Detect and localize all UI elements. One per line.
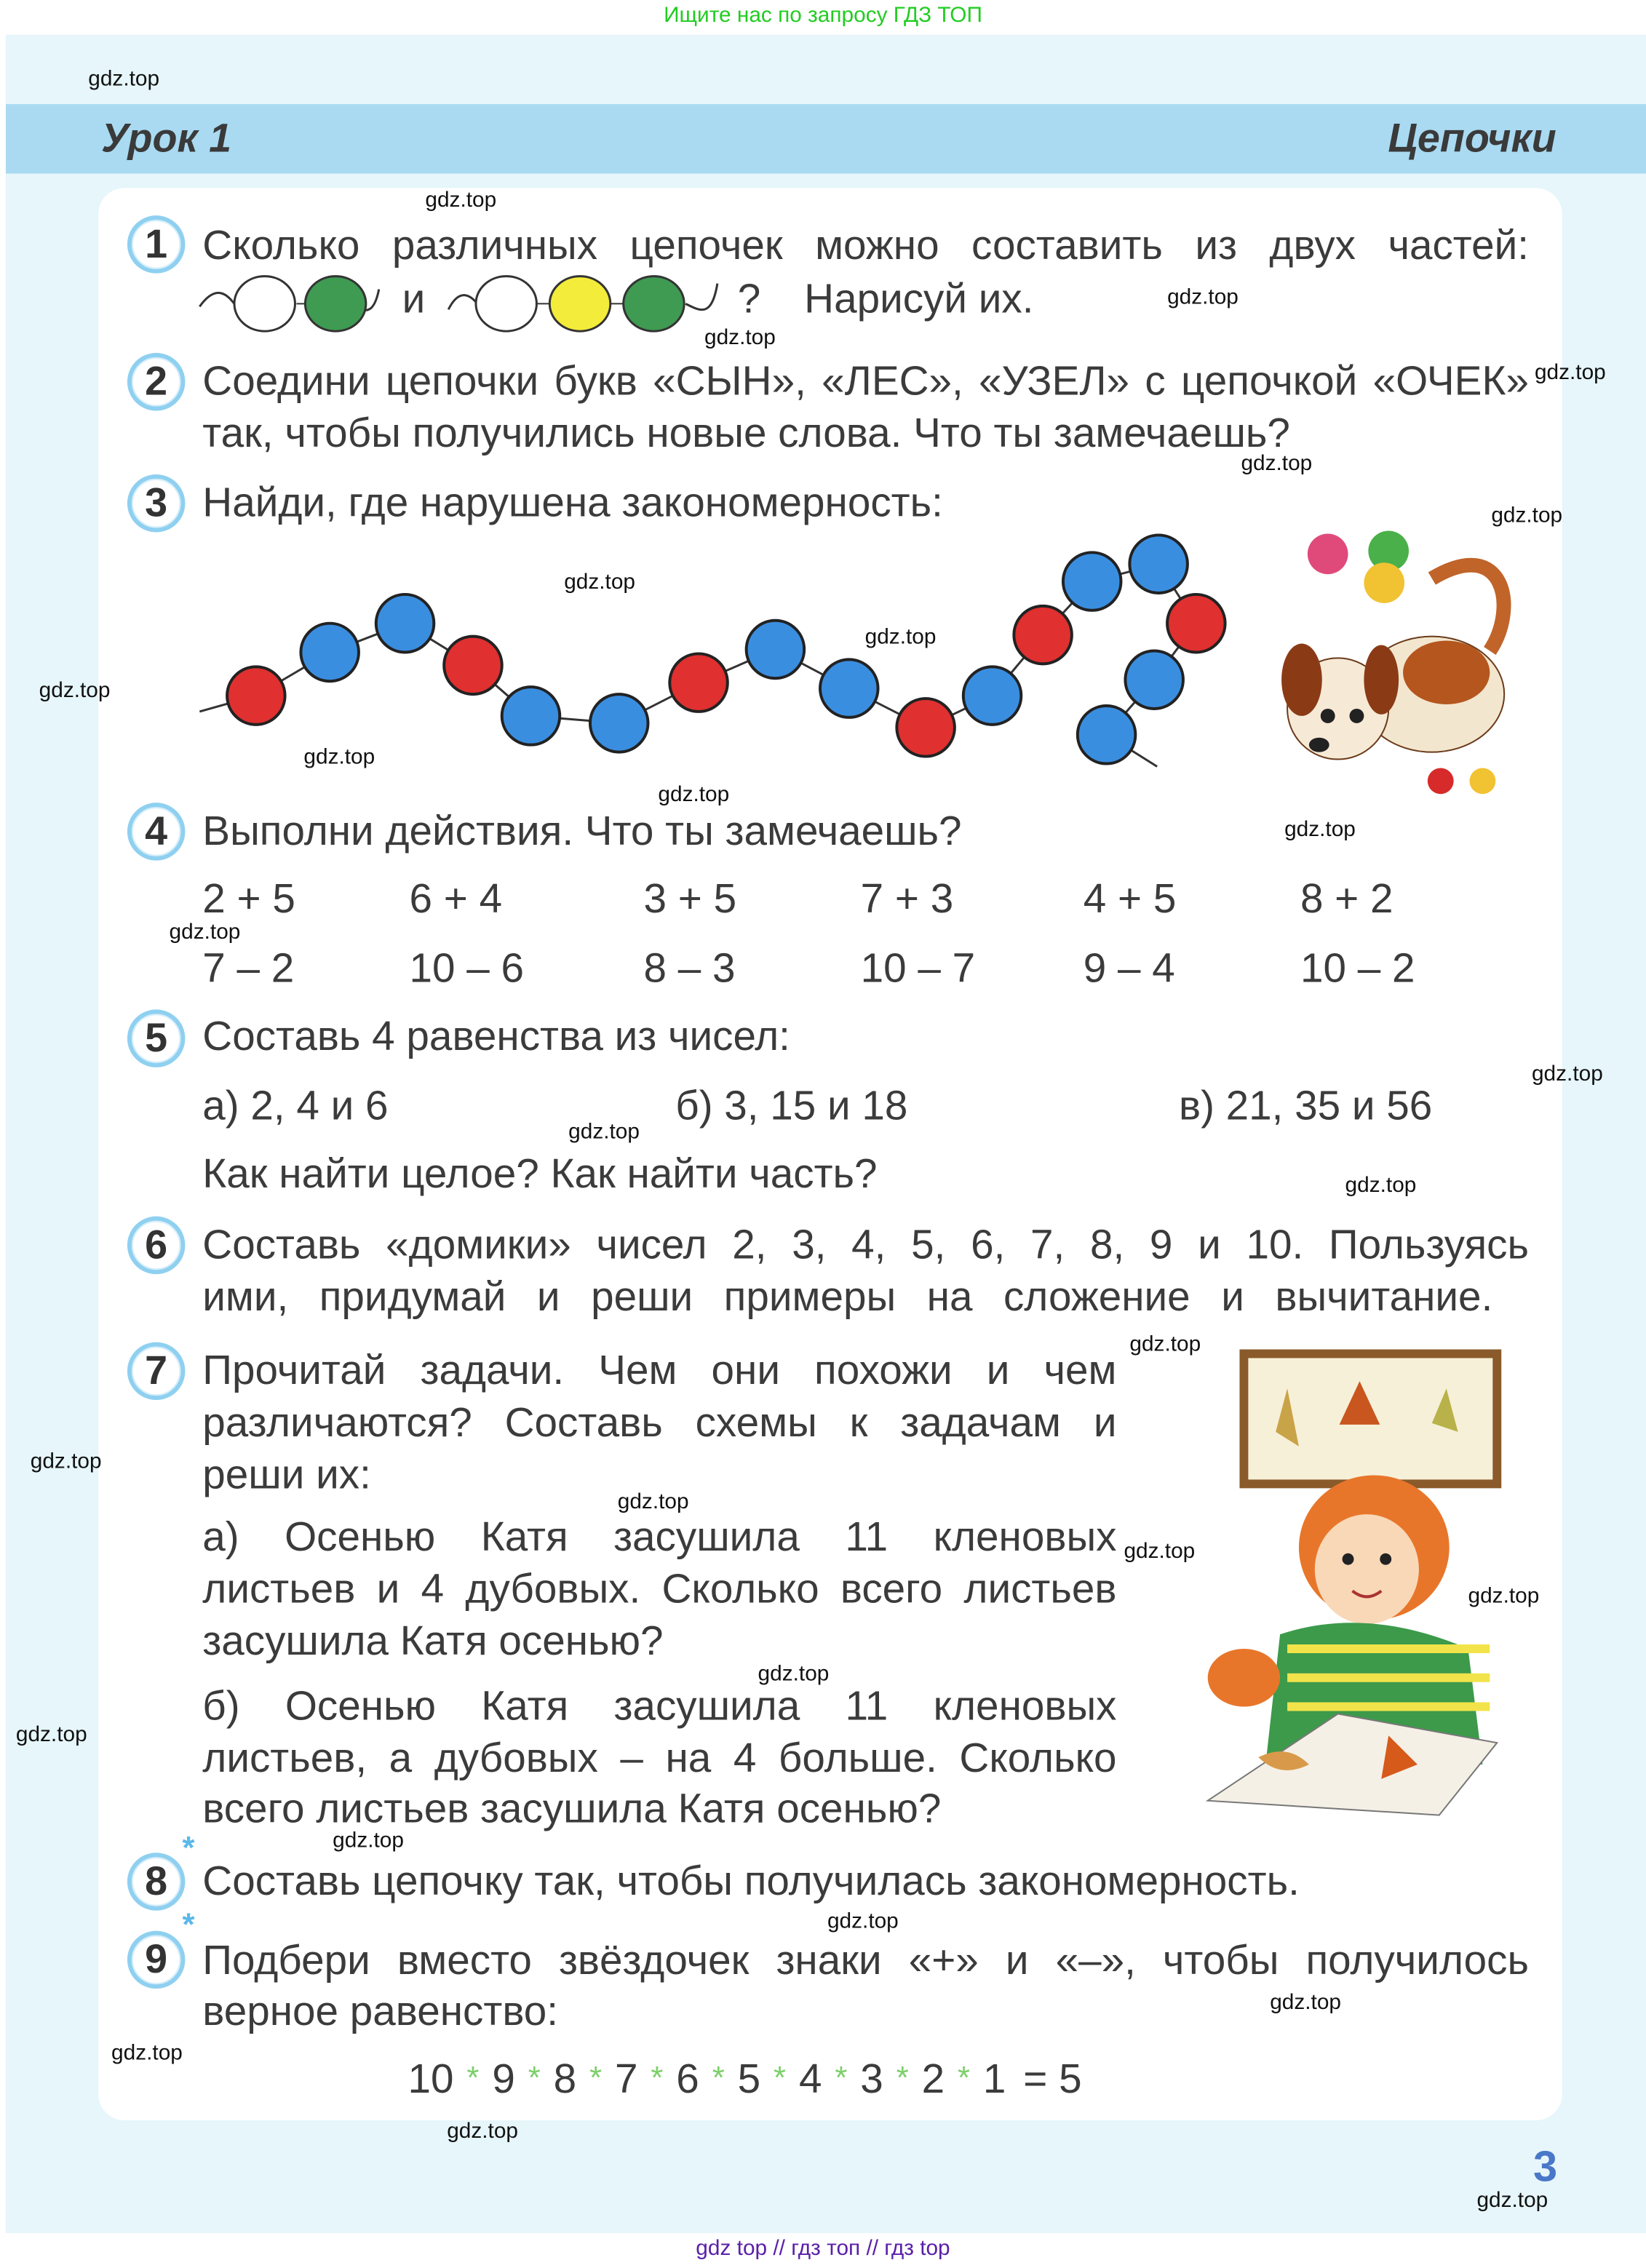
watermark: gdz.top — [88, 66, 160, 92]
watermark: gdz.top — [1491, 503, 1563, 528]
equation-number: 1 — [982, 2056, 1006, 2104]
girl-with-leaves-illustration — [0, 0, 15, 15]
watermark: gdz.top — [617, 1489, 689, 1515]
task-6-text: Составь «домики» чисел 2, 3, 4, 5, 6, 7, 8, 9 и 10. Пользуясь — [202, 1222, 1529, 1269]
equation-number: 8 — [553, 2056, 577, 2104]
task-5-question: Как найти целое? Как найти часть? — [202, 1151, 878, 1198]
task-4-expression: 7 + 3 — [860, 876, 954, 923]
bead-red — [1167, 594, 1225, 653]
bead-red — [669, 653, 728, 712]
task-number-8: 8 — [127, 1853, 186, 1911]
task-4-expression: 10 – 2 — [1300, 945, 1415, 992]
task-4-expression: 10 – 7 — [860, 945, 976, 992]
task-4-expression: 2 + 5 — [202, 876, 295, 923]
bead-white — [476, 276, 536, 332]
watermark: gdz.top — [15, 1722, 87, 1748]
lesson-number: Урок 1 — [101, 116, 232, 161]
task-7-text: Прочитай задачи. Чем они похожи и чем — [202, 1348, 1117, 1395]
page-number: 3 — [1532, 2143, 1558, 2192]
task-number-1: 1 — [127, 215, 186, 274]
lesson-header — [6, 104, 1646, 173]
equation-result: = 5 — [1023, 2056, 1082, 2104]
task-4-expression: 7 – 2 — [202, 945, 295, 992]
bead-green — [624, 276, 684, 332]
bead-blue — [820, 659, 878, 717]
task-7b-text: б) Осенью Катя засушила 11 кленовых — [202, 1683, 1117, 1730]
bead-blue — [590, 694, 648, 752]
task-1-and: и — [402, 276, 426, 323]
bead-green — [305, 276, 365, 332]
task-1-question: ? — [737, 276, 761, 323]
watermark: gdz.top — [303, 744, 375, 770]
task-9-text: Подбери вместо звёздочек знаки «+» и «–», чтобы получилось — [202, 1938, 1529, 1985]
operator-placeholder-star: * — [528, 2059, 541, 2096]
task-7-text: реши их: — [202, 1452, 371, 1499]
task-7b-text: всего листьев засушила Катя осенью? — [202, 1786, 942, 1833]
equation-number: 2 — [921, 2056, 945, 2104]
task-5-text: Составь 4 равенства из чисел: — [202, 1014, 790, 1060]
bead-red — [444, 637, 502, 695]
watermark: gdz.top — [1284, 817, 1356, 842]
bead-blue — [1129, 535, 1188, 593]
operator-placeholder-star: * — [712, 2059, 725, 2096]
bead-red — [1014, 606, 1072, 664]
watermark: gdz.top — [758, 1661, 830, 1687]
bead-blue — [1063, 552, 1121, 610]
operator-placeholder-star: * — [958, 2059, 971, 2096]
watermark: gdz.top — [425, 188, 497, 213]
operator-placeholder-star: * — [896, 2059, 909, 2096]
task-7-text: различаются? Составь схемы к задачам и — [202, 1400, 1117, 1447]
equation-number: 3 — [860, 2056, 883, 2104]
task-4-expression: 8 + 2 — [1300, 876, 1393, 923]
bead-blue — [963, 667, 1022, 725]
watermark: gdz.top — [1241, 451, 1313, 476]
bead-blue — [502, 687, 560, 745]
task-1-draw: Нарисуй их. — [804, 276, 1034, 323]
task-1-text: Сколько различных цепочек можно составить из двух частей: — [202, 223, 1529, 269]
search-banner[interactable]: Ищите нас по запросу ГДЗ ТОП — [0, 0, 1646, 35]
watermark: gdz.top — [827, 1909, 899, 1934]
task-number-2: 2 — [127, 353, 186, 411]
lesson-topic: Цепочки — [1388, 116, 1556, 161]
task-number-7: 7 — [127, 1342, 186, 1401]
operator-placeholder-star: * — [466, 2059, 480, 2096]
task-number-5: 5 — [127, 1009, 186, 1067]
operator-placeholder-star: * — [589, 2059, 603, 2096]
task-4-text: Выполни действия. Что ты замечаешь? — [202, 808, 962, 855]
bead-yellow — [549, 276, 610, 332]
watermark: gdz.top — [658, 782, 730, 808]
equation-number: 4 — [798, 2056, 822, 2104]
task-9-text: верное равенство: — [202, 1989, 559, 2035]
equation-number: 7 — [614, 2056, 638, 2104]
task-7a-text: а) Осенью Катя засушила 11 кленовых — [202, 1514, 1117, 1561]
watermark: gdz.top — [111, 2040, 183, 2066]
task-4-expression: 9 – 4 — [1083, 945, 1175, 992]
task-7b-text: листьев, а дубовых – на 4 больше. Сколько — [202, 1735, 1117, 1782]
task-5-option-a: а) 2, 4 и 6 — [202, 1083, 389, 1130]
task-4-expression: 4 + 5 — [1083, 876, 1177, 923]
watermark: gdz.top — [1476, 2188, 1548, 2213]
bead-blue — [1078, 706, 1136, 764]
bead-blue — [1125, 650, 1183, 709]
watermark: gdz.top — [1167, 285, 1239, 310]
task-number-4: 4 — [127, 803, 186, 861]
footer-links[interactable]: gdz top // гдз топ // гдз top — [696, 2235, 950, 2261]
watermark: gdz.top — [1531, 1061, 1603, 1086]
operator-placeholder-star: * — [651, 2059, 664, 2096]
watermark: gdz.top — [1534, 359, 1606, 385]
watermark: gdz.top — [39, 678, 111, 704]
task-4-expression: 6 + 4 — [409, 876, 503, 923]
watermark: gdz.top — [564, 570, 636, 594]
watermark: gdz.top — [1468, 1583, 1540, 1609]
bead-red — [227, 667, 285, 725]
bead-blue — [376, 594, 434, 653]
watermark: gdz.top — [1345, 1173, 1417, 1198]
watermark: gdz.top — [1124, 1538, 1196, 1564]
task-4-expression: 3 + 5 — [643, 876, 737, 923]
difficulty-star: * — [182, 1829, 195, 1866]
task-7a-text: засушила Катя осенью? — [202, 1618, 664, 1665]
operator-placeholder-star: * — [835, 2059, 848, 2096]
equation-number: 5 — [737, 2056, 761, 2104]
watermark: gdz.top — [1270, 1990, 1342, 2015]
equation-number: 9 — [492, 2056, 515, 2104]
watermark: gdz.top — [704, 325, 776, 351]
watermark: gdz.top — [447, 2118, 519, 2144]
watermark: gdz.top — [568, 1119, 640, 1145]
task-number-3: 3 — [127, 474, 186, 533]
watermark: gdz.top — [864, 624, 937, 650]
task-2-text: так, чтобы получились новые слова. Что ты замечаешь? — [202, 410, 1290, 458]
task-4-expression: 8 – 3 — [643, 945, 736, 992]
watermark: gdz.top — [333, 1828, 405, 1853]
task-number-9: 9 — [127, 1931, 186, 1989]
task-6-text: ими, придумай и реши примеры на сложение и вычитание. — [202, 1274, 1493, 1321]
task-8-text: Составь цепочку так, чтобы получилась закономерность. — [202, 1858, 1300, 1905]
bead-blue — [747, 621, 805, 679]
watermark: gdz.top — [30, 1449, 102, 1474]
task-4-expression: 10 – 6 — [409, 945, 525, 992]
task-2-text: Соедини цепочки букв «СЫН», «ЛЕС», «УЗЕЛ» с цепочкой «ОЧЕК» — [202, 358, 1529, 405]
watermark: gdz.top — [169, 920, 241, 944]
operator-placeholder-star: * — [774, 2059, 787, 2096]
equation-number: 10 — [407, 2056, 454, 2104]
equation — [408, 2054, 1082, 2109]
task-7a-text: листьев и 4 дубовых. Сколько всего листьев — [202, 1566, 1117, 1613]
task-5-option-c: в) 21, 35 и 56 — [1178, 1083, 1433, 1130]
difficulty-star: * — [182, 1906, 195, 1943]
watermark: gdz.top — [1129, 1332, 1201, 1357]
task-number-6: 6 — [127, 1217, 186, 1275]
bead-red — [896, 699, 955, 757]
task-5-option-b: б) 3, 15 и 18 — [675, 1083, 908, 1130]
bead-blue — [301, 624, 359, 682]
bead-white — [234, 276, 295, 332]
equation-number: 6 — [676, 2056, 699, 2104]
task-3-text: Найди, где нарушена закономерность: — [202, 480, 943, 527]
